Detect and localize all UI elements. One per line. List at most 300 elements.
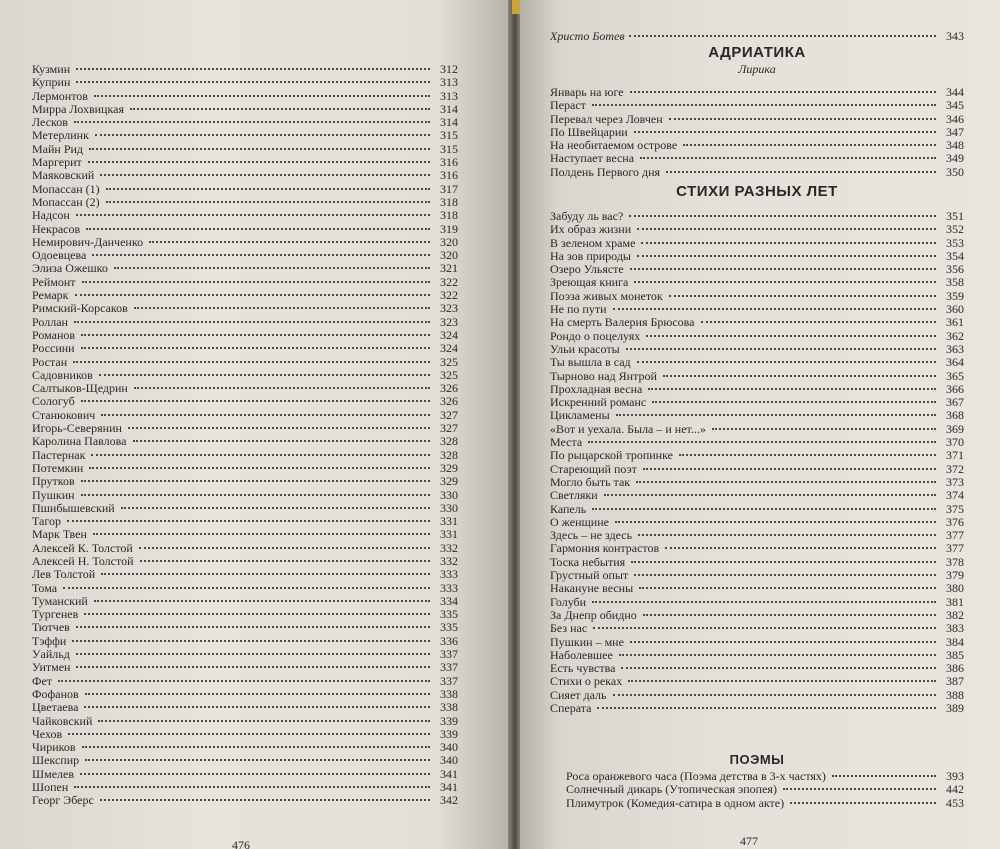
toc-entry — [550, 582, 964, 595]
toc-entry — [550, 210, 964, 223]
leader-dots — [76, 666, 430, 668]
toc-entry — [550, 343, 964, 356]
leader-dots — [91, 454, 430, 456]
toc-entry-title: Стихи о реках — [550, 674, 623, 689]
toc-entry — [550, 223, 964, 236]
leader-dots — [93, 533, 430, 535]
toc-entry-title: На смерть Валерия Брюсова — [550, 315, 695, 330]
toc-entry-title: Пшибышевский — [32, 500, 115, 515]
toc-entry — [566, 783, 964, 796]
toc-entry — [32, 63, 458, 76]
leader-dots — [82, 746, 430, 748]
toc-entry-page: 341 — [440, 780, 458, 795]
toc-entry-page: 319 — [440, 221, 458, 236]
toc-entry-page: 331 — [440, 514, 458, 529]
leader-dots — [619, 654, 936, 656]
toc-entry-page: 378 — [946, 554, 964, 569]
toc-entry-page: 389 — [946, 700, 964, 715]
leader-dots — [73, 361, 430, 363]
toc-entry-title: Тургенев — [32, 607, 79, 622]
toc-entry — [550, 356, 964, 369]
toc-entry — [32, 728, 458, 741]
leader-dots — [81, 334, 430, 336]
leader-dots — [63, 587, 430, 589]
toc-entry-page: 334 — [440, 593, 458, 608]
toc-entry — [32, 555, 458, 568]
toc-entry — [550, 290, 964, 303]
toc-entry-page: 348 — [946, 138, 964, 153]
toc-entry-title: Пушкин — [32, 487, 75, 502]
leader-dots — [134, 307, 430, 309]
toc-entry — [32, 302, 458, 315]
toc-entry-page: 386 — [946, 661, 964, 676]
toc-entry-page: 365 — [946, 368, 964, 383]
leader-dots — [631, 561, 936, 563]
toc-entry — [32, 582, 458, 595]
leader-dots — [613, 308, 936, 310]
toc-entry — [550, 636, 964, 649]
toc-entry-title: Чириков — [32, 740, 76, 755]
toc-entry-page: 369 — [946, 421, 964, 436]
leader-dots — [100, 174, 430, 176]
toc-entry-page: 359 — [946, 288, 964, 303]
toc-entry-title: Тырново над Янтрой — [550, 368, 657, 383]
toc-entry-title: Ульи красоты — [550, 341, 620, 356]
toc-entry-title: Алексей Н. Толстой — [32, 553, 134, 568]
toc-entry-title: Некрасов — [32, 221, 81, 236]
toc-entry-page: 442 — [946, 782, 964, 797]
toc-entry — [550, 649, 964, 662]
toc-entry — [32, 781, 458, 794]
toc-entry-page: 327 — [440, 421, 458, 436]
toc-entry-page: 346 — [946, 111, 964, 126]
toc-entry — [32, 143, 458, 156]
leader-dots — [94, 95, 430, 97]
toc-entry — [32, 316, 458, 329]
toc-entry — [32, 342, 458, 355]
leader-dots — [74, 321, 430, 323]
toc-entry-title: Тома — [32, 580, 58, 595]
leader-dots — [130, 108, 430, 110]
toc-entry-page: 333 — [440, 567, 458, 582]
leader-dots — [665, 547, 936, 549]
toc-entry — [32, 675, 458, 688]
toc-entry — [32, 262, 458, 275]
toc-entry-page: 340 — [440, 753, 458, 768]
toc-entry-page: 375 — [946, 501, 964, 516]
toc-entry-page: 341 — [440, 766, 458, 781]
toc-entry — [550, 330, 964, 343]
toc-entry-title: Чехов — [32, 726, 63, 741]
toc-entry — [550, 423, 964, 436]
toc-entry-title: Наболевшее — [550, 647, 613, 662]
toc-entry-page: 321 — [440, 261, 458, 276]
toc-entry-title: Прохладная весна — [550, 381, 643, 396]
toc-entry-title: Алексей К. Толстой — [32, 540, 133, 555]
toc-entry-page: 331 — [440, 527, 458, 542]
leader-dots — [613, 694, 936, 696]
leader-dots — [101, 573, 430, 575]
toc-entry-page: 388 — [946, 687, 964, 702]
toc-entry-page: 316 — [440, 168, 458, 183]
leader-dots — [634, 574, 936, 576]
toc-entry-title: Лермонтов — [32, 88, 88, 103]
leader-dots — [683, 144, 936, 146]
toc-entry-title: Лесков — [32, 115, 68, 130]
toc-entry-page: 347 — [946, 124, 964, 139]
leader-dots — [84, 706, 430, 708]
toc-entry-page: 330 — [440, 487, 458, 502]
toc-entry-page: 360 — [946, 302, 964, 317]
toc-entry — [32, 701, 458, 714]
toc-entry-page: 363 — [946, 341, 964, 356]
toc-entry-title: Гармония контрастов — [550, 541, 660, 556]
toc-entry-title: Игорь-Северянин — [32, 421, 122, 436]
leader-dots — [592, 601, 936, 603]
toc-entry — [550, 263, 964, 276]
toc-entry-title: Салтыков-Щедрин — [32, 381, 128, 396]
leader-dots — [832, 775, 936, 777]
toc-entry-title: Тютчев — [32, 620, 70, 635]
toc-entry-title: Цикламены — [550, 408, 610, 423]
leader-dots — [58, 680, 430, 682]
toc-entry-title: Шекспир — [32, 753, 80, 768]
toc-entry-title: Шопен — [32, 780, 69, 795]
toc-entry-title: За Днепр обидно — [550, 607, 637, 622]
leader-dots — [74, 786, 430, 788]
toc-entry-page: 322 — [440, 288, 458, 303]
toc-entry — [32, 449, 458, 462]
toc-entry-page: 384 — [946, 634, 964, 649]
toc-entry — [566, 797, 964, 810]
toc-entry-title: Садовников — [32, 367, 93, 382]
toc-list-poems — [566, 770, 964, 810]
toc-entry-page: 373 — [946, 474, 964, 489]
leader-dots — [637, 361, 936, 363]
leader-dots — [712, 428, 936, 430]
toc-entry-title: Надсон — [32, 208, 70, 223]
leader-dots — [630, 91, 936, 93]
toc-entry — [550, 396, 964, 409]
toc-entry-page: 332 — [440, 540, 458, 555]
leader-dots — [593, 627, 936, 629]
toc-entry-page: 381 — [946, 594, 964, 609]
leader-dots — [76, 68, 430, 70]
toc-entry-page: 325 — [440, 367, 458, 382]
toc-entry-page: 322 — [440, 274, 458, 289]
toc-entry-page: 333 — [440, 580, 458, 595]
right-page — [520, 0, 1000, 849]
leader-dots — [95, 134, 430, 136]
leader-dots — [628, 680, 936, 682]
toc-entry-page: 320 — [440, 234, 458, 249]
toc-entry — [32, 768, 458, 781]
toc-entry-page: 318 — [440, 208, 458, 223]
toc-entry-page: 352 — [946, 222, 964, 237]
spine-edge — [512, 0, 520, 14]
toc-entry-title: Забуду ль вас? — [550, 209, 624, 223]
toc-entry — [550, 529, 964, 542]
toc-entry — [550, 463, 964, 476]
toc-entry — [550, 250, 964, 263]
toc-entry-page: 328 — [440, 447, 458, 462]
leader-dots — [634, 131, 936, 133]
toc-entry — [550, 152, 964, 165]
toc-entry-title: Римский-Корсаков — [32, 301, 128, 316]
toc-entry — [550, 689, 964, 702]
leader-dots — [149, 241, 430, 243]
toc-entry — [32, 754, 458, 767]
toc-entry — [32, 595, 458, 608]
leader-dots — [76, 214, 430, 216]
toc-entry-title: Накануне весны — [550, 581, 634, 596]
leader-dots — [81, 400, 430, 402]
toc-entry — [32, 794, 458, 807]
leader-dots — [139, 547, 430, 549]
toc-entry-page: 385 — [946, 647, 964, 662]
toc-entry-page: 383 — [946, 621, 964, 636]
toc-entry-title: Стареющий поэт — [550, 461, 637, 476]
toc-entry-page: 316 — [440, 155, 458, 170]
toc-entry-title: Сологуб — [32, 394, 75, 409]
toc-entry-title: Светляки — [550, 488, 598, 503]
section-title-adriatic: АДРИАТИКА — [708, 44, 806, 61]
leader-dots — [85, 693, 430, 695]
toc-entry — [32, 103, 458, 116]
leader-dots — [643, 468, 936, 470]
toc-entry-title: Потемкин — [32, 460, 84, 475]
toc-entry-title: Сперата — [550, 700, 592, 715]
toc-entry-page: 326 — [440, 381, 458, 396]
leader-dots — [72, 640, 430, 642]
toc-entry-title: Искренний романс — [550, 395, 647, 410]
toc-entry-title: Тоска небытия — [550, 554, 626, 569]
toc-entry-title: Россини — [32, 341, 75, 356]
toc-entry — [550, 503, 964, 516]
toc-entry-title: Фет — [32, 673, 53, 688]
toc-entry-page: 339 — [440, 726, 458, 741]
toc-entry-title: Туманский — [32, 593, 88, 608]
toc-entry-page: 320 — [440, 248, 458, 263]
toc-entry-title: Цветаева — [32, 700, 79, 715]
toc-entry — [32, 276, 458, 289]
toc-entry-title: Реймонт — [32, 274, 76, 289]
toc-entry-title: Одоевцева — [32, 248, 87, 263]
toc-entry-title: Плимутрок (Комедия-сатира в одном акте) — [566, 795, 785, 810]
leader-dots — [133, 440, 431, 442]
leader-dots — [76, 81, 430, 83]
toc-entry-page: 367 — [946, 395, 964, 410]
toc-entry-page: 337 — [440, 673, 458, 688]
toc-entry-title: Могло быть так — [550, 474, 631, 489]
leader-dots — [588, 441, 936, 443]
leader-dots — [669, 295, 936, 297]
toc-entry — [32, 648, 458, 661]
toc-entry-title: Мопассан (1) — [32, 181, 100, 196]
toc-entry — [550, 675, 964, 688]
toc-entry — [32, 76, 458, 89]
toc-entry-page: 361 — [946, 315, 964, 330]
toc-entry-title: Наступает весна — [550, 151, 635, 166]
toc-entry-title: Немирович-Данченко — [32, 234, 144, 249]
leader-dots — [121, 507, 430, 509]
toc-entry-page: 338 — [440, 700, 458, 715]
toc-entry-page: 382 — [946, 607, 964, 622]
toc-entry-title: Мопассан (2) — [32, 194, 100, 209]
toc-entry-page: 339 — [440, 713, 458, 728]
toc-entry-page: 351 — [946, 209, 964, 223]
toc-entry-title: Пастернак — [32, 447, 86, 462]
section-subtitle-lyrics: Лирика — [738, 62, 776, 76]
toc-entry — [32, 329, 458, 342]
leader-dots — [666, 171, 936, 173]
toc-entry-page: 313 — [440, 75, 458, 90]
toc-entry — [32, 528, 458, 541]
toc-entry-page: 368 — [946, 408, 964, 423]
toc-entry-title: По рыцарской тропинке — [550, 448, 673, 463]
toc-entry — [32, 489, 458, 502]
toc-entry — [32, 515, 458, 528]
toc-entry-page: 376 — [946, 514, 964, 529]
toc-entry — [32, 129, 458, 142]
toc-entry — [32, 236, 458, 249]
leader-dots — [629, 215, 936, 217]
toc-entry-page: 328 — [440, 434, 458, 449]
leader-dots — [615, 521, 936, 523]
toc-entry-page: 380 — [946, 581, 964, 596]
toc-entry-page: 379 — [946, 568, 964, 583]
toc-entry-page: 335 — [440, 620, 458, 635]
toc-entry-title: Их образ жизни — [550, 222, 632, 237]
toc-entry-title: Фофанов — [32, 686, 79, 701]
leader-dots — [106, 188, 430, 190]
right-page-number: 477 — [740, 834, 758, 848]
toc-entry-title: Майн Рид — [32, 141, 84, 156]
toc-entry — [32, 169, 458, 182]
leader-dots — [669, 118, 936, 120]
toc-entry-page: 349 — [946, 151, 964, 166]
leader-dots — [663, 375, 936, 377]
leader-dots — [89, 467, 430, 469]
leader-dots — [646, 335, 936, 337]
toc-entry-page: 313 — [440, 88, 458, 103]
leader-dots — [630, 268, 936, 270]
toc-entry — [32, 715, 458, 728]
toc-entry-title: «Вот и уехала. Была – и нет...» — [550, 421, 706, 436]
toc-entry-page: 354 — [946, 248, 964, 263]
toc-entry-page: 329 — [440, 460, 458, 475]
leader-dots — [643, 614, 936, 616]
toc-entry — [550, 276, 964, 289]
toc-entry — [32, 395, 458, 408]
toc-entry-title: Сияет даль — [550, 687, 607, 702]
toc-entry-page: 323 — [440, 314, 458, 329]
header-page: 343 — [946, 29, 964, 43]
toc-entry — [32, 196, 458, 209]
leader-dots — [81, 480, 430, 482]
toc-entry — [32, 209, 458, 222]
toc-entry-page: 344 — [946, 85, 964, 99]
toc-entry — [32, 249, 458, 262]
toc-entry-page: 324 — [440, 341, 458, 356]
toc-entry-page: 374 — [946, 488, 964, 503]
toc-entry-title: Каролина Павлова — [32, 434, 127, 449]
toc-entry — [32, 475, 458, 488]
toc-entry — [32, 502, 458, 515]
toc-entry-title: На необитаемом острове — [550, 138, 678, 153]
toc-entry-title: Пераст — [550, 98, 586, 113]
toc-entry-title: Без нас — [550, 621, 588, 636]
toc-entry — [550, 316, 964, 329]
toc-entry — [32, 289, 458, 302]
toc-entry-page: 335 — [440, 607, 458, 622]
toc-entry — [550, 99, 964, 112]
toc-entry-page: 393 — [946, 769, 964, 783]
toc-entry-page: 315 — [440, 141, 458, 156]
leader-dots — [76, 626, 430, 628]
toc-entry-title: Мирра Лохвицкая — [32, 101, 124, 116]
toc-entry — [32, 462, 458, 475]
toc-entry-title: Шмелев — [32, 766, 75, 781]
leader-dots — [637, 255, 936, 257]
leader-dots — [106, 201, 430, 203]
toc-entry-page: 315 — [440, 128, 458, 143]
toc-entry-page: 326 — [440, 394, 458, 409]
toc-entry — [550, 609, 964, 622]
toc-entry-title: Голуби — [550, 594, 587, 609]
toc-entry-page: 337 — [440, 660, 458, 675]
toc-entry-page: 323 — [440, 301, 458, 316]
toc-entry-title: Ростан — [32, 354, 68, 369]
leader-dots — [597, 707, 936, 709]
leader-dots — [616, 414, 936, 416]
leader-dots — [88, 161, 430, 163]
leader-dots — [81, 494, 430, 496]
toc-entry-title: О женщине — [550, 514, 609, 529]
leader-dots — [98, 720, 430, 722]
toc-entry-title: Капель — [550, 501, 587, 516]
toc-entry-page: 342 — [440, 793, 458, 808]
toc-entry — [32, 422, 458, 435]
toc-entry — [550, 303, 964, 316]
toc-entry-page: 387 — [946, 674, 964, 689]
toc-entry-page: 327 — [440, 407, 458, 422]
leader-dots — [640, 157, 936, 159]
leader-dots — [101, 414, 430, 416]
toc-entry-page: 318 — [440, 194, 458, 209]
leader-dots — [604, 494, 936, 496]
toc-entry — [550, 113, 964, 126]
toc-entry-page: 314 — [440, 101, 458, 116]
toc-entry — [550, 516, 964, 529]
toc-entry — [32, 435, 458, 448]
leader-dots — [92, 254, 430, 256]
toc-entry-page: 350 — [946, 164, 964, 179]
toc-entry-page: 336 — [440, 633, 458, 648]
leader-dots — [637, 228, 936, 230]
leader-dots — [626, 348, 936, 350]
toc-entry-title: Маргерит — [32, 155, 82, 170]
toc-entry — [550, 126, 964, 139]
toc-entry-title: По Швейцарии — [550, 124, 628, 139]
toc-entry — [550, 383, 964, 396]
leader-dots — [85, 759, 430, 761]
toc-entry — [550, 86, 964, 99]
toc-entry — [550, 449, 964, 462]
leader-dots — [630, 641, 936, 643]
toc-entry — [32, 542, 458, 555]
toc-entry-title: Ремарк — [32, 288, 69, 303]
